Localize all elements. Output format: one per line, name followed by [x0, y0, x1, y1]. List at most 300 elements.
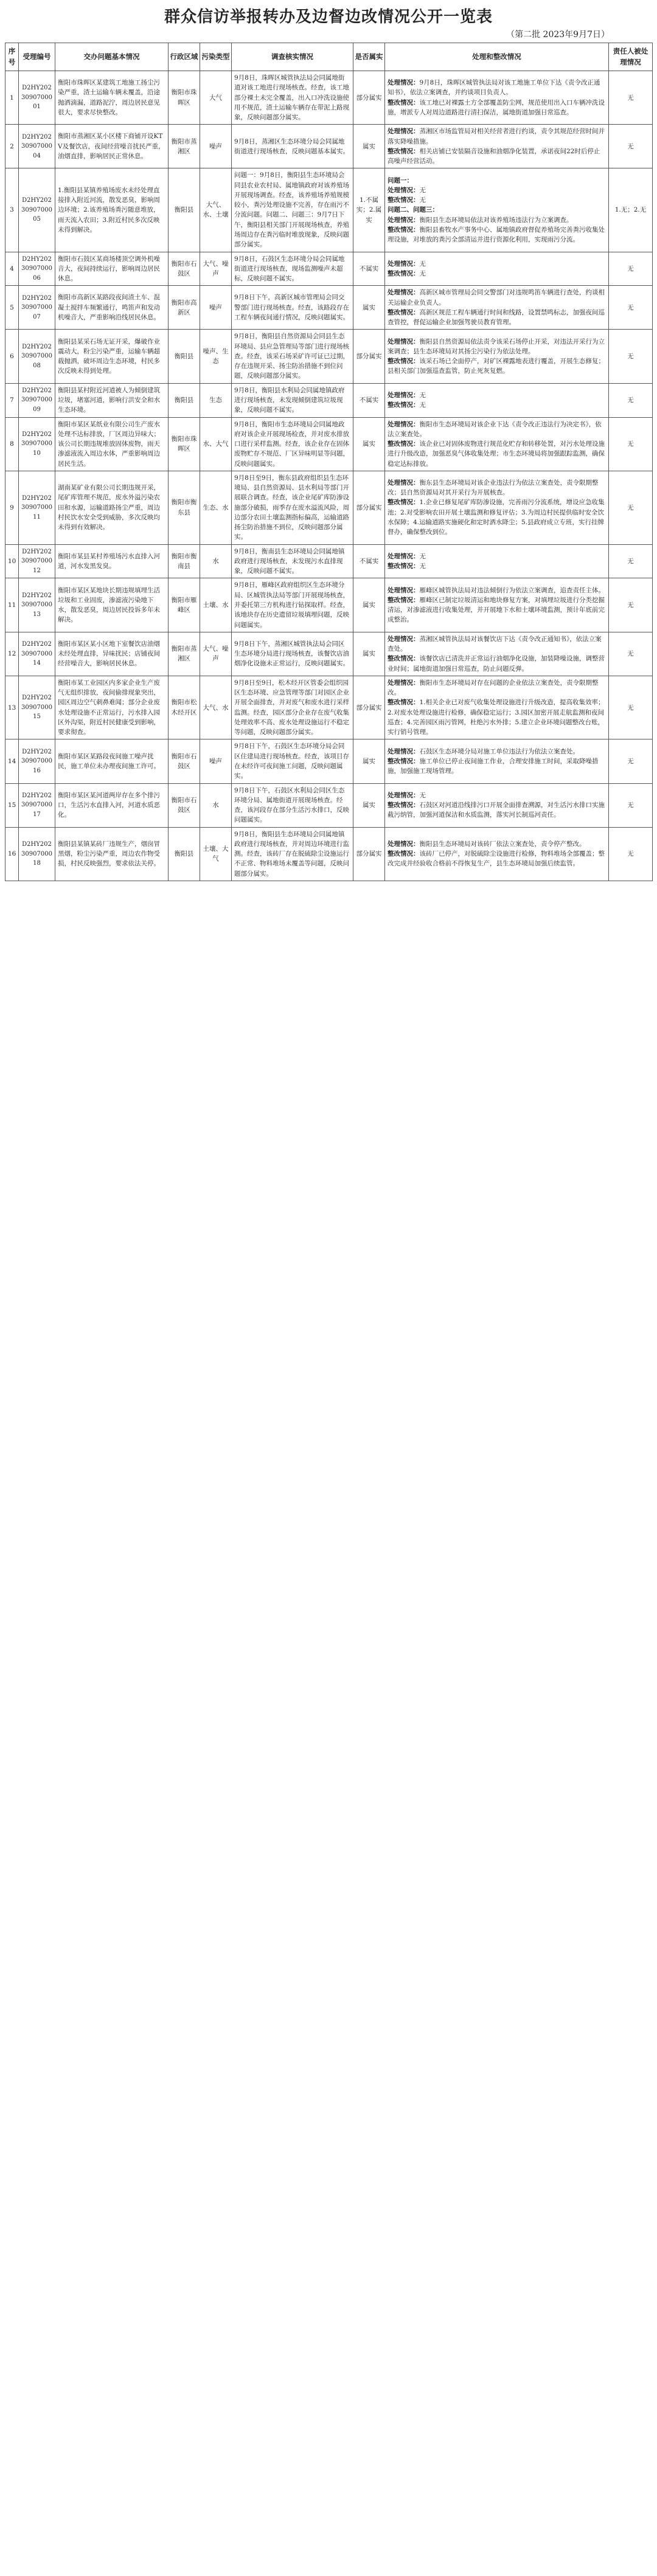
- handling-text: 无: [419, 186, 426, 194]
- row-number: 10: [5, 544, 19, 578]
- problem-text: 1.衡阳县某镇养殖场废水未经处理直接排入附近河流，散发恶臭，影响周边环境；2.该养殖场粪污随意堆放，雨天流入农田；3.附近村民多次反映未得到解决。: [58, 186, 160, 234]
- investigation-text: 9月8日，衡阳县水利局会同属地镇政府进行现场核查，未发现倾倒建筑垃圾现象，反映问题不属实。: [234, 386, 345, 414]
- handling-cell: [385, 383, 609, 417]
- handling-line: [388, 288, 606, 308]
- verified-cell: 部分属实: [353, 676, 385, 739]
- region-cell: 衡阳市雁峰区: [169, 578, 200, 632]
- page-title: 群众信访举报转办及边督边改情况公开一览表: [164, 8, 493, 26]
- handling-label: 处理情况：: [388, 747, 420, 755]
- handling-text: 无: [419, 791, 426, 799]
- handling-label: 整改情况：: [388, 801, 420, 809]
- problem-cell: [55, 383, 169, 417]
- table-row: [5, 252, 653, 286]
- handling-label: 整改情况：: [388, 850, 420, 858]
- problem-text: 衡阳市高新区某路段夜间渣土车、混凝土搅拌车频繁通行，鸣笛声和发动机噪音大，严重影响沿线居民休息。: [58, 294, 160, 321]
- handling-label: 处理情况：: [388, 791, 420, 799]
- handling-text: 无: [419, 563, 426, 570]
- verified-cell: 属实: [353, 578, 385, 632]
- handling-cell: [385, 578, 609, 632]
- problem-cell: [55, 783, 169, 827]
- investigation-text: 9月8日，石鼓区生态环境分局会同属地街道进行现场核查，现场监测噪声未超标，反映问题不属实。: [234, 255, 345, 283]
- case-code: D2HY2023090700001: [19, 71, 55, 125]
- investigation-text: 9月8日，珠晖区城管执法局会同属地街道对该工地进行现场核查。经查，该工地部分裸土未完全覆盖，出入口冲洗设施使用不规范，渣土运输车辆存在带泥上路现象，反映问题部分属实。: [234, 74, 349, 122]
- verified-cell: 部分属实: [353, 827, 385, 881]
- row-number: 3: [5, 168, 19, 252]
- handling-text: 高新区规范工程车辆通行时间和线路，设置禁鸣标志，加强夜间巡查管控，督促运输企业加强驾驶员教育管理。: [388, 308, 605, 327]
- punished-cell: 无: [609, 544, 653, 578]
- table-row: [5, 383, 653, 417]
- table-row: [5, 471, 653, 544]
- handling-text: 无: [419, 269, 426, 277]
- problem-text: 衡阳市某区某纸业有限公司生产废水处理不达标排放，厂区周边异味大；该公司长期违规堆放固体废物，雨天渗滤液流入周边水体，严重影响周边居民生活。: [58, 420, 160, 468]
- handling-line: [388, 678, 606, 698]
- table-row: [5, 330, 653, 383]
- handling-label: 处理情况：: [388, 260, 420, 268]
- investigation-cell: [232, 125, 353, 168]
- investigation-text: 9月8日，衡阳市生态环境局会同属地政府对该企业开展现场检查，并对废水排放口进行采样监测。经查，该企业存在固体废物贮存不规范、厂区异味明显等问题，反映问题属实。: [234, 420, 349, 468]
- problem-text: 衡阳市某区某路段夜间施工噪声扰民，施工单位未办理夜间施工许可。: [58, 752, 160, 770]
- table-row: [5, 125, 653, 168]
- pollution-type-cell: 噪声: [200, 286, 232, 330]
- case-code: D2HY2023090700013: [19, 578, 55, 632]
- handling-line: [388, 78, 606, 98]
- handling-line: [388, 439, 606, 469]
- investigation-text: 9月8日下午，石鼓区生态环境分局会同区住建局进行现场核查。经查，该项目存在未经许可夜间施工问题，反映问题属实。: [234, 743, 349, 780]
- investigation-text: 9月8日下午，高新区城市管理局会同交警部门进行现场核查。经查，该路段存在工程车辆夜间通行情况，反映问题属实。: [234, 294, 349, 321]
- verified-cell: 不属实: [353, 252, 385, 286]
- table-body: [5, 71, 653, 881]
- problem-cell: [55, 739, 169, 783]
- row-number: 1: [5, 71, 19, 125]
- investigation-text: 9月8日，蒸湘区生态环境分局会同属地街道进行现场核查，反映问题基本属实。: [234, 137, 349, 155]
- row-number: 8: [5, 417, 19, 471]
- punished-cell: 无: [609, 125, 653, 168]
- problem-cell: [55, 286, 169, 330]
- investigation-cell: [232, 383, 353, 417]
- punished-cell: 无: [609, 417, 653, 471]
- handling-line: [388, 497, 606, 537]
- handling-label: 整改情况：: [388, 226, 420, 234]
- region-cell: 衡阳市松木经开区: [169, 676, 200, 739]
- handling-cell: [385, 471, 609, 544]
- investigation-text: 9月8日下午，蒸湘区城管执法局会同区生态环境分局进行现场核查，该餐饮店油烟净化设施未正常运行，反映问题属实。: [234, 640, 349, 668]
- handling-cell: [385, 286, 609, 330]
- table-row: [5, 286, 653, 330]
- region-cell: 衡阳县: [169, 383, 200, 417]
- handling-label: 处理情况：: [388, 840, 420, 848]
- col-header-verified: 是否属实: [353, 43, 385, 71]
- handling-label: 问题一：: [388, 176, 413, 184]
- handling-cell: [385, 330, 609, 383]
- handling-line: [388, 356, 606, 376]
- handling-text: 该砖厂已停产，对脱硫除尘设施进行检修，物料堆场全部覆盖；整改完成并经验收合格前不得恢复生产，县生态环境局加强后续监管。: [388, 850, 605, 868]
- region-cell: 衡阳市石鼓区: [169, 783, 200, 827]
- table-row: [5, 71, 653, 125]
- verified-cell: 不属实: [353, 383, 385, 417]
- row-number: 11: [5, 578, 19, 632]
- handling-line: [388, 225, 606, 245]
- col-header-problem: 交办问题基本情况: [55, 43, 169, 71]
- pollution-type-cell: 水、大气: [200, 417, 232, 471]
- handling-text: 施工单位已停止夜间施工作业，合理安排施工时间，采取降噪措施，加强施工现场管理。: [388, 757, 599, 775]
- verified-cell: 属实: [353, 286, 385, 330]
- investigation-cell: [232, 168, 353, 252]
- region-cell: 衡阳市石鼓区: [169, 252, 200, 286]
- investigation-cell: [232, 783, 353, 827]
- handling-cell: [385, 783, 609, 827]
- handling-label: 处理情况：: [388, 186, 420, 194]
- handling-cell: [385, 125, 609, 168]
- row-number: 15: [5, 783, 19, 827]
- handling-text: 衡阳县生态环境局对该砖厂依法立案查处，责令停产整改。: [419, 840, 586, 848]
- handling-cell: [385, 252, 609, 286]
- pollution-type-cell: 生态: [200, 383, 232, 417]
- row-number: 4: [5, 252, 19, 286]
- handling-text: 无: [419, 401, 426, 409]
- handling-line: [388, 205, 606, 215]
- pollution-type-cell: 噪声: [200, 125, 232, 168]
- case-code: D2HY2023090700007: [19, 286, 55, 330]
- table-row: [5, 632, 653, 676]
- handling-label: 整改情况：: [388, 563, 420, 570]
- verified-cell: 属实: [353, 417, 385, 471]
- table-row: [5, 739, 653, 783]
- handling-cell: [385, 827, 609, 881]
- row-number: 13: [5, 676, 19, 739]
- handling-label: 处理情况：: [388, 79, 420, 87]
- table-row: [5, 168, 653, 252]
- handling-cell: [385, 739, 609, 783]
- verified-cell: 属实: [353, 632, 385, 676]
- handling-text: 雁峰区已制定垃圾清运和地块修复方案，对填埋垃圾进行分类挖掘清运，对渗滤液进行收集处理，并开展地下水和土壤环境监测，预计年底前完成整治。: [388, 596, 605, 624]
- handling-line: [388, 98, 606, 118]
- problem-cell: [55, 252, 169, 286]
- region-cell: 衡阳市石鼓区: [169, 739, 200, 783]
- handling-text: 衡阳县畜牧水产事务中心、属地镇政府督促养殖场完善粪污收集处理设施，对堆放的粪污全部清运并进行资源化利用，实现雨污分流。: [388, 226, 605, 244]
- handling-cell: [385, 417, 609, 471]
- case-code: D2HY2023090700016: [19, 739, 55, 783]
- handling-line: [388, 634, 606, 654]
- handling-label: 处理情况：: [388, 128, 420, 136]
- investigation-cell: [232, 632, 353, 676]
- investigation-text: 9月8日至9日，松木经开区管委会组织园区生态环境、应急管理等部门对园区企业开展全面排查，并对废气和废水进行采样监测。经查，园区部分企业存在废气收集处理效率不高、废水处理设施运行不稳定等问题，反映问题部分属实。: [234, 679, 349, 736]
- handling-text: 该工地已对裸露土方全部覆盖防尘网，规范使用出入口车辆冲洗设施，增派专人对周边道路进行清扫保洁，属地街道加强日常巡查。: [388, 99, 605, 116]
- verified-cell: 不属实: [353, 544, 385, 578]
- handling-line: [388, 259, 606, 269]
- handling-line: [388, 654, 606, 674]
- handling-cell: [385, 632, 609, 676]
- region-cell: 衡阳县: [169, 330, 200, 383]
- region-cell: 衡阳市珠晖区: [169, 417, 200, 471]
- problem-text: 衡阳市石鼓区某商场楼顶空调外机噪音大，夜间持续运行，影响周边居民休息。: [58, 255, 160, 283]
- table-header-row: [5, 43, 653, 71]
- handling-text: 衡东县生态环境局对该企业违法行为依法立案查处，责令限期整改；县自然资源局对其开采行为开展核查。: [388, 479, 599, 497]
- region-cell: 衡阳市蒸湘区: [169, 125, 200, 168]
- row-number: 16: [5, 827, 19, 881]
- handling-line: [388, 586, 606, 595]
- table-row: [5, 676, 653, 739]
- handling-text: 相关店铺已安装隔音设施和油烟净化装置，承诺夜间22时后停止高噪声经营活动。: [388, 147, 600, 165]
- problem-text: 衡阳市蒸湘区某小区楼下商铺开设KTV及餐饮店，夜间经营噪音扰民严重，油烟直排，影响居民正常休息。: [58, 133, 165, 160]
- investigation-text: 9月8日，衡南县生态环境局会同属地镇政府进行现场核查，未发现污水直排现象，反映问题不属实。: [234, 547, 345, 575]
- punished-cell: 无: [609, 783, 653, 827]
- problem-cell: [55, 125, 169, 168]
- handling-line: [388, 185, 606, 195]
- handling-line: [388, 400, 606, 410]
- problem-text: 衡阳市某区某小区地下室餐饮店油烟未经处理直排，异味扰民；店铺夜间经营噪音大，影响居民休息。: [58, 640, 160, 668]
- handling-line: [388, 147, 606, 167]
- handling-line: [388, 478, 606, 498]
- handling-line: [388, 757, 606, 777]
- table-row: [5, 783, 653, 827]
- investigation-cell: [232, 286, 353, 330]
- problem-text: 衡阳市珠晖区某建筑工地施工扬尘污染严重，渣土运输车辆未覆盖，沿途抛洒滴漏，道路泥泞，周边居民意见很大，要求尽快整改。: [58, 79, 160, 116]
- problem-cell: [55, 827, 169, 881]
- case-code: D2HY2023090700014: [19, 632, 55, 676]
- investigation-cell: [232, 471, 353, 544]
- row-number: 6: [5, 330, 19, 383]
- handling-label: 整改情况：: [388, 596, 420, 604]
- handling-label: 整改情况：: [388, 147, 420, 155]
- case-code: D2HY2023090700006: [19, 252, 55, 286]
- col-header-region: 行政区域: [169, 43, 200, 71]
- pollution-type-cell: 噪声: [200, 739, 232, 783]
- investigation-text: 9月8日，衡阳县自然资源局会同县生态环境局、县应急管理局等部门进行现场核查。经查，该采石场采矿许可证已过期，存在违规开采、扬尘防治措施不到位问题，反映问题部分属实。: [234, 333, 349, 380]
- handling-label: 整改情况：: [388, 757, 420, 765]
- complaint-table: [5, 43, 653, 881]
- problem-text: 湖南某矿业有限公司长期违规开采，尾矿库管理不规范，废水外溢污染农田和水源，运输道路扬尘严重，周边村民饮水安全受到威胁，多次反映均未得到有效解决。: [58, 484, 160, 531]
- row-number: 5: [5, 286, 19, 330]
- case-code: D2HY2023090700009: [19, 383, 55, 417]
- pollution-type-cell: 土壤、大气: [200, 827, 232, 881]
- investigation-cell: [232, 252, 353, 286]
- row-number: 12: [5, 632, 19, 676]
- handling-text: 无: [419, 391, 426, 399]
- handling-label: 处理情况：: [388, 679, 420, 687]
- handling-line: [388, 195, 606, 205]
- handling-label: 整改情况：: [388, 440, 420, 448]
- handling-label: 整改情况：: [388, 699, 420, 707]
- investigation-text: 9月8日，衡阳县生态环境局会同属地镇政府进行现场核查，并对周边环境进行监测。经查，该砖厂存在脱硫除尘设施运行不正常、物料堆场未覆盖等问题，反映问题部分属实。: [234, 830, 349, 878]
- batch-date: （第二批 2023年9月7日）: [506, 30, 610, 40]
- handling-line: [388, 747, 606, 757]
- handling-cell: [385, 71, 609, 125]
- handling-text: 9月8日，珠晖区城管执法局对该工地施工单位下达《责令改正通知书》，依法立案调查，并约谈项目负责人。: [388, 79, 600, 97]
- investigation-text: 9月8日至9日，衡东县政府组织县生态环境局、县自然资源局、县水利局等部门开展联合调查。经查，该企业尾矿库防渗设施部分破损，雨季存在废水溢流风险，周边部分农田土壤监测指标偏高，运输道路扬尘防治措施不到位，反映问题部分属实。: [234, 474, 349, 541]
- col-header-no: 序号: [5, 43, 19, 71]
- punished-cell: 无: [609, 578, 653, 632]
- punished-cell: 无: [609, 471, 653, 544]
- handling-label: 整改情况：: [388, 499, 420, 507]
- col-header-punished: 责任人被处理情况: [609, 43, 653, 71]
- pollution-type-cell: 噪声、生态: [200, 330, 232, 383]
- pollution-type-cell: 土壤、水: [200, 578, 232, 632]
- row-number: 9: [5, 471, 19, 544]
- handling-label: 处理情况：: [388, 479, 420, 486]
- handling-line: [388, 308, 606, 328]
- pollution-type-cell: 水: [200, 783, 232, 827]
- region-cell: 衡阳市高新区: [169, 286, 200, 330]
- handling-cell: [385, 676, 609, 739]
- problem-cell: [55, 578, 169, 632]
- punished-cell: 无: [609, 827, 653, 881]
- handling-text: 该采石场已全面停产，对矿区裸露地表进行覆盖，开展生态修复；县相关部门加强巡查监管，防止死灰复燃。: [388, 358, 605, 375]
- investigation-text: 9月8日，雁峰区政府组织区生态环境分局、区城管执法局等部门开展现场核查，并委托第三方机构进行钻探取样。经查，该地块存在历史遗留垃圾填埋问题，反映问题属实。: [234, 581, 349, 629]
- problem-cell: [55, 330, 169, 383]
- handling-label: 问题二、问题三：: [388, 206, 439, 214]
- investigation-cell: [232, 739, 353, 783]
- handling-text: 衡阳市生态环境局对存在问题的企业依法立案查处，责令限期整改。: [388, 679, 599, 697]
- problem-text: 衡阳市某区某地块长期违规填埋生活垃圾和工业固废，渗滤液污染地下水，散发恶臭，周边居民投诉多年未解决。: [58, 586, 160, 624]
- handling-text: 该餐饮店已清洗并正常运行油烟净化设施，加装降噪设施，调整营业时间；属地街道加强日常巡查，防止问题反弹。: [388, 655, 605, 673]
- handling-text: 蒸湘区市场监管局对相关经营者进行约谈，责令其规范经营时间并落实降噪措施。: [388, 128, 605, 145]
- handling-line: [388, 849, 606, 869]
- handling-cell: [385, 544, 609, 578]
- punished-cell: 无: [609, 383, 653, 417]
- handling-label: 处理情况：: [388, 420, 420, 428]
- handling-label: 整改情况：: [388, 308, 420, 316]
- pollution-type-cell: 大气、噪声: [200, 632, 232, 676]
- problem-cell: [55, 71, 169, 125]
- investigation-text: 问题一：9月8日，衡阳县生态环境局会同县农业农村局、属地镇政府对该养殖场开展现场调查。经查，该养殖场养殖规模较小，粪污处理设施不完善，存在雨污不分流问题。问题二、问题三：9月7日下午，衡阳县相关部门开展现场核查，养殖场周边存在粪污临时堆放现象，反映问题部分属实。: [234, 171, 349, 249]
- table-row: [5, 544, 653, 578]
- case-code: D2HY2023090700008: [19, 330, 55, 383]
- problem-text: 衡阳县某采石场无证开采，爆破作业震动大，粉尘污染严重，运输车辆超载抛洒，破坏周边生态环境，村民多次反映未得到处理。: [58, 338, 160, 375]
- handling-text: 蒸湘区城管执法局对该餐饮店下达《责令改正通知书》，依法立案查处。: [388, 635, 602, 653]
- col-header-type: 污染类型: [200, 43, 232, 71]
- handling-line: [388, 800, 606, 820]
- handling-text: 衡阳县生态环境局依法对该养殖场违法行为立案调查。: [419, 216, 573, 224]
- problem-cell: [55, 168, 169, 252]
- handling-cell: [385, 168, 609, 252]
- investigation-cell: [232, 71, 353, 125]
- verified-cell: 部分属实: [353, 330, 385, 383]
- table-row: [5, 417, 653, 471]
- handling-label: 处理情况：: [388, 289, 420, 297]
- handling-line: [388, 269, 606, 279]
- punished-cell: 无: [609, 739, 653, 783]
- handling-line: [388, 561, 606, 571]
- handling-label: 整改情况：: [388, 401, 420, 409]
- handling-text: 1.企业已修复尾矿库防渗设施，完善雨污分流系统，增设应急收集池；2.对受影响农田开展土壤监测和修复评估；3.为周边村民提供临时安全饮水保障；4.运输道路实施硬化和定时洒水降尘；5.县政府成立专班，实行挂牌督办，确保整改到位。: [388, 499, 605, 536]
- handling-text: 石鼓区对河道沿线排污口开展全面排查溯源，对生活污水排口实施截污纳管，加强河道保洁和水质监测，落实河长制巡河责任。: [388, 801, 605, 819]
- case-code: D2HY2023090700010: [19, 417, 55, 471]
- investigation-cell: [232, 330, 353, 383]
- handling-label: 处理情况：: [388, 586, 420, 594]
- region-cell: 衡阳县: [169, 168, 200, 252]
- problem-text: 衡阳市某县某村养殖场污水直排入河道，河水发黑发臭。: [58, 552, 160, 570]
- problem-text: 衡阳市某工业园区内多家企业生产废气无组织排放，夜间偷排现象突出，园区周边空气刺鼻难闻；部分企业废水处理设施不正常运行，污水排入园区外沟渠，附近村民健康受到影响，要求彻查。: [58, 679, 160, 736]
- problem-cell: [55, 471, 169, 544]
- investigation-cell: [232, 676, 353, 739]
- problem-cell: [55, 417, 169, 471]
- investigation-cell: [232, 827, 353, 881]
- verified-cell: 属实: [353, 125, 385, 168]
- handling-label: 整改情况：: [388, 196, 420, 204]
- region-cell: 衡阳市蒸湘区: [169, 632, 200, 676]
- investigation-cell: [232, 544, 353, 578]
- handling-line: [388, 839, 606, 849]
- investigation-text: 9月8日下午，石鼓区水利局会同区生态环境分局、属地街道开展现场核查。经查，该河段存在部分生活污水排口，反映问题属实。: [234, 786, 349, 824]
- handling-line: [388, 337, 606, 357]
- region-cell: 衡阳市珠晖区: [169, 71, 200, 125]
- problem-text: 衡阳县某村附近河道被人为倾倒建筑垃圾，堵塞河道，影响行洪安全和水生态环境。: [58, 386, 160, 414]
- problem-text: 衡阳县某镇某砖厂违规生产，烟囱冒黑烟，粉尘污染严重，周边农作物受损，村民反映强烈，要求依法关停。: [58, 840, 160, 868]
- verified-cell: 1.不属实；2.属实: [353, 168, 385, 252]
- pollution-type-cell: 大气: [200, 71, 232, 125]
- handling-text: 该企业已对固体废物进行规范化贮存和转移处置，对污水处理设施进行升级改造，加强恶臭气体收集处理；市生态环境局将加强跟踪监测，确保稳定达标排放。: [388, 440, 605, 468]
- handling-line: [388, 390, 606, 400]
- region-cell: 衡阳市衡南县: [169, 544, 200, 578]
- verified-cell: 属实: [353, 783, 385, 827]
- handling-text: 1.相关企业已对废气收集处理设施进行升级改造，提高收集效率；2.对废水处理设施进行检修，确保稳定运行；3.园区加密开展走航监测和夜间巡查；4.完善园区雨污管网，杜绝污水外排；5.建立企业环境问题整改台账，实行销号管理。: [388, 699, 605, 736]
- investigation-cell: [232, 417, 353, 471]
- case-code: D2HY2023090700005: [19, 168, 55, 252]
- col-header-handling: 处理和整改情况: [385, 43, 609, 71]
- handling-text: 无: [419, 552, 426, 560]
- region-cell: 衡阳市衡东县: [169, 471, 200, 544]
- handling-line: [388, 698, 606, 737]
- handling-label: 整改情况：: [388, 358, 420, 365]
- punished-cell: 无: [609, 676, 653, 739]
- punished-cell: 无: [609, 286, 653, 330]
- handling-text: 雁峰区城管执法局对违法倾倒行为依法立案调查，追查责任主体。: [419, 586, 605, 594]
- handling-label: 处理情况：: [388, 635, 420, 643]
- handling-line: [388, 126, 606, 147]
- pollution-type-cell: 大气、噪声: [200, 252, 232, 286]
- handling-text: 高新区城市管理局会同交警部门对违规鸣笛车辆进行查处，约谈相关运输企业负责人。: [388, 289, 605, 306]
- handling-line: [388, 791, 606, 800]
- row-number: 2: [5, 125, 19, 168]
- verified-cell: 属实: [353, 739, 385, 783]
- region-cell: 衡阳县: [169, 827, 200, 881]
- case-code: D2HY2023090700004: [19, 125, 55, 168]
- handling-line: [388, 595, 606, 625]
- handling-line: [388, 552, 606, 561]
- handling-text: 无: [419, 260, 426, 268]
- handling-text: 石鼓区生态环境分局对施工单位违法行为依法立案查处。: [419, 747, 579, 755]
- col-header-investigation: 调查核实情况: [232, 43, 353, 71]
- problem-cell: [55, 544, 169, 578]
- handling-label: 处理情况：: [388, 552, 420, 560]
- handling-line: [388, 215, 606, 225]
- punished-cell: 无: [609, 71, 653, 125]
- handling-line: [388, 176, 606, 185]
- table-row: [5, 827, 653, 881]
- handling-label: 处理情况：: [388, 338, 420, 345]
- punished-cell: 1.无；2.无: [609, 168, 653, 252]
- problem-cell: [55, 632, 169, 676]
- handling-line: [388, 420, 606, 440]
- table-row: [5, 578, 653, 632]
- row-number: 7: [5, 383, 19, 417]
- handling-text: 衡阳县自然资源局依法责令该采石场停止开采，对违法开采行为立案调查；县生态环境局对其扬尘污染行为依法处理。: [388, 338, 605, 355]
- punished-cell: 无: [609, 632, 653, 676]
- case-code: D2HY2023090700012: [19, 544, 55, 578]
- handling-text: 无: [419, 196, 426, 204]
- pollution-type-cell: 大气、水、土壤: [200, 168, 232, 252]
- pollution-type-cell: 生态、水: [200, 471, 232, 544]
- handling-label: 处理情况：: [388, 391, 420, 399]
- punished-cell: 无: [609, 252, 653, 286]
- row-number: 14: [5, 739, 19, 783]
- case-code: D2HY2023090700015: [19, 676, 55, 739]
- handling-label: 整改情况：: [388, 269, 420, 277]
- case-code: D2HY2023090700017: [19, 783, 55, 827]
- investigation-cell: [232, 578, 353, 632]
- pollution-type-cell: 水: [200, 544, 232, 578]
- handling-text: 衡阳市生态环境局对该企业下达《责令改正违法行为决定书》，依法立案查处。: [388, 420, 602, 438]
